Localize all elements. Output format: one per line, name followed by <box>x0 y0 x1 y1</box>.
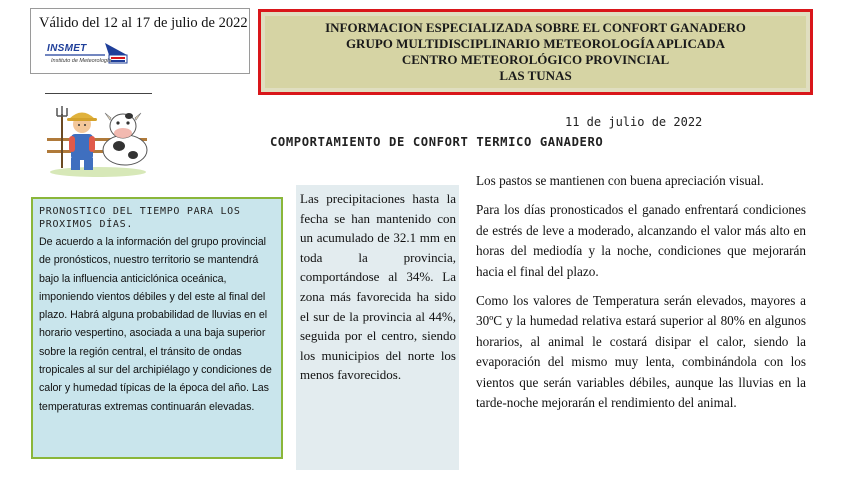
farmer-and-cow-icon <box>43 98 153 178</box>
precipitation-body: Las precipitaciones hasta la fecha se han mantenido con un acumulado de 32.1 mm en toda la provincia, comportándose al 34%. La zona más favorecida ha sido el sur de la provincia al 44%, seguida por el centro, siendo los municipios del norte los menos favorecidos. <box>300 191 456 383</box>
validity-text: Válido del 12 al 17 de julio de 2022 <box>39 15 248 31</box>
header-box <box>258 9 813 95</box>
logo-subtitle: Instituto de Meteorología <box>51 58 112 64</box>
forecast-body: De acuerdo a la información del grupo provincial de pronósticos, nuestro territorio se mantendrá bajo la influencia anticiclónica oceánica, imponiendo vientos débiles y del este al final del plazo. Habrá alguna probabilidad de lluvias en el horario vespertino, asociada a una baja superior sobre la región central, el tránsito de ondas tropicales al sur del archipiélago y condiciones de calor y humedad típicas de la época del año. Las temperaturas extremas continuarán elevadas. <box>39 236 272 413</box>
header-line-1: INFORMACION ESPECIALIZADA SOBRE EL CONFORT GANADERO <box>325 20 746 35</box>
separator-line <box>45 93 152 94</box>
comfort-paragraph-2: Para los días pronosticados el ganado enfrentará condiciones de estrés de leve a moderado, alcanzando el valor más alto en horas del mediodía y la noche, condiciones que mejorarán hacia el final del plazo. <box>476 202 806 279</box>
logo-name: INSMET <box>47 43 87 54</box>
comfort-paragraph-3: Como los valores de Temperatura serán elevados, mayores a 30ºC y la humedad relativa estará superior al 80% en algunos horarios, al animal le costará disipar el calor, siendo la evaporación del mismo muy lenta, combinándola con los vientos que serán variables débiles, aunque las lluvias en la tarde-noche mejorarán el rendimiento del animal. <box>476 293 806 411</box>
forecast-box <box>31 197 283 459</box>
insmet-logo-icon <box>43 41 141 69</box>
document-date: 11 de julio de 2022 <box>565 115 703 129</box>
comfort-column <box>476 171 806 422</box>
document-title: COMPORTAMIENTO DE CONFORT TERMICO GANADERO <box>270 135 604 149</box>
validity-box <box>30 8 250 74</box>
forecast-title: PRONOSTICO DEL TIEMPO PARA LOS PROXIMOS DÍAS. <box>39 206 241 230</box>
comfort-paragraph-1: Los pastos se mantienen con buena apreciación visual. <box>476 173 764 188</box>
header-line-2: GRUPO MULTIDISCIPLINARIO METEOROLOGÍA APLICADA <box>345 36 726 51</box>
precipitation-box <box>296 185 459 470</box>
header-line-4: LAS TUNAS <box>499 68 572 83</box>
header-line-3: CENTRO METEOROLÓGICO PROVINCIAL <box>401 52 670 67</box>
